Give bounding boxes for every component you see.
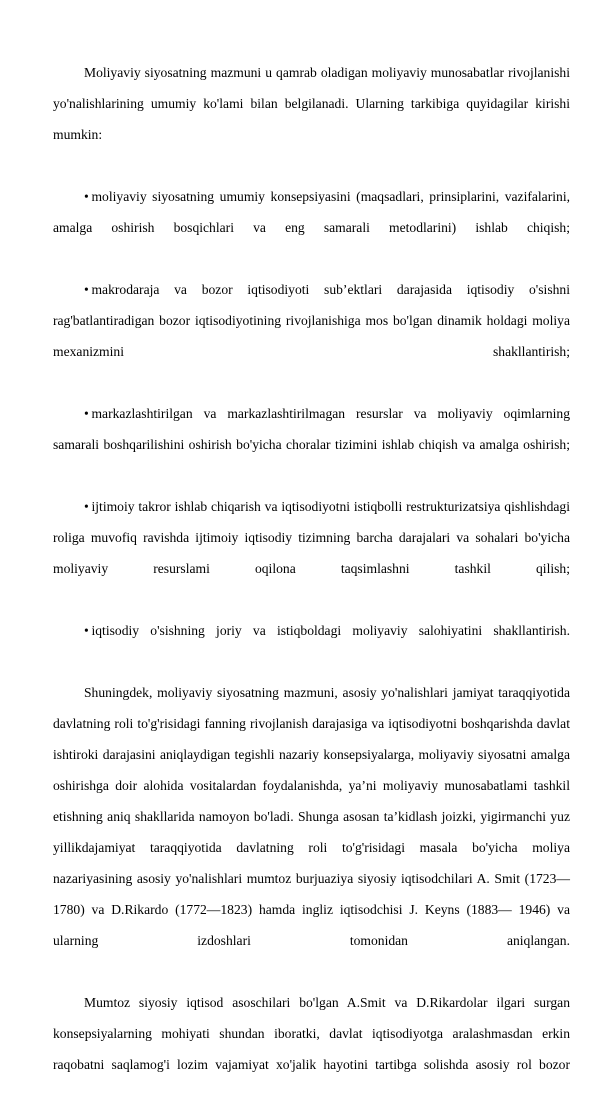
document-text-body <box>53 57 570 1111</box>
bullet-text-4: ijtimoiy takror ishlab chiqarish va iqtisodiyotni istiqbolli restrukturizatsiya qishlishdagi roliga muvofiq ravishda ijtimoiy iqtisodiy tizimning barcha darajalari va sohalari bo'yicha moliyaviy resurslami oqilona taqsimlashni tashkil qilish; <box>53 499 570 576</box>
bullet-text-5: iqtisodiy o'sishning joriy va istiqboldagi moliyaviy salohiyatini shakllantirish. <box>91 623 570 638</box>
paragraph-shuningdek: Shuningdek, moliyaviy siyosatning mazmuni, asosiy yo'nalishlari jamiyat taraqqiyotida davlatning roli to'g'risidagi fanning rivojlanish darajasiga va iqtisodiyotni boshqarishda davlat ishtiroki darajasini aniqlaydigan tegishli nazariy konsepsiyalarga, moliyaviy siyosatni amalga oshirishga doir alohida vositalardan foydalanishda, ya’ni moliyaviy munosabatlami tashkil etishning aniq shakllarida namoyon bo'ladi. Shunga asosan ta’kidlash joizki, yigirmanchi yuz yillikdajamiyat taraqqiyotida davlatning roli to'g'risidagi masala bo'yicha moliya nazariyasining asosiy yo'nalishlari mumtoz burjuaziya siyosiy iqtisodchilari A. Smit (1723—1780) va D.Rikardo (1772—1823) hamda ingliz iqtisodchisi J. Keyns (1883— 1946) va ularning izdoshlari tomonidan aniqlangan. <box>53 685 570 948</box>
bullet-marker-1: • <box>84 189 92 204</box>
paragraph-intro: Moliyaviy siyosatning mazmuni u qamrab oladigan moliyaviy munosabatlar rivojlanishi yo'nalishlarining umumiy ko'lami bilan belgilanadi. Ularning tarkibiga quyidagilar kirishi mumkin: <box>53 65 570 142</box>
bullet-text-1: moliyaviy siyosatning umumiy konsepsiyasini (maqsadlari, prinsiplarini, vazifalarini, amalga oshirish bosqichlari va eng samarali metodlarini) ishlab chiqish; <box>53 189 570 235</box>
bullet-marker-3: • <box>84 406 92 421</box>
bullet-item-1 <box>53 181 570 274</box>
bullet-item-5 <box>53 615 570 677</box>
bullet-text-3: markazlashtirilgan va markazlashtirilmagan resurslar va moliyaviy oqimlarning samarali boshqarilishini oshirish bo'yicha choralar tizimini ishlab chiqish va amalga oshirish; <box>53 406 570 452</box>
paragraph-mumtoz: Mumtoz siyosiy iqtisod asoschilari bo'lgan A.Smit va D.Rikardolar ilgari surgan konsepsiyalarning mohiyati shundan iboratki, davlat iqtisodiyotga aralashmasdan erkin raqobatni saqlamog'i lozim vajamiyat xo'jalik hayotini tartibga solishda asosiy rol bozor <box>53 995 570 1072</box>
bullet-item-2 <box>53 274 570 398</box>
bullet-marker-2: • <box>84 282 92 297</box>
bullet-marker-4: • <box>84 499 92 514</box>
bullet-text-2: makrodaraja va bozor iqtisodiyoti sub’ektlari darajasida iqtisodiy o'sishni rag'batlantiradigan bozor iqtisodiyotining rivojlanishiga mos bo'lgan dinamik holdagi moliya mexanizmini shakllantirish; <box>53 282 570 359</box>
bullet-marker-5: • <box>84 623 92 638</box>
bullet-item-4 <box>53 491 570 615</box>
bullet-item-3 <box>53 398 570 491</box>
